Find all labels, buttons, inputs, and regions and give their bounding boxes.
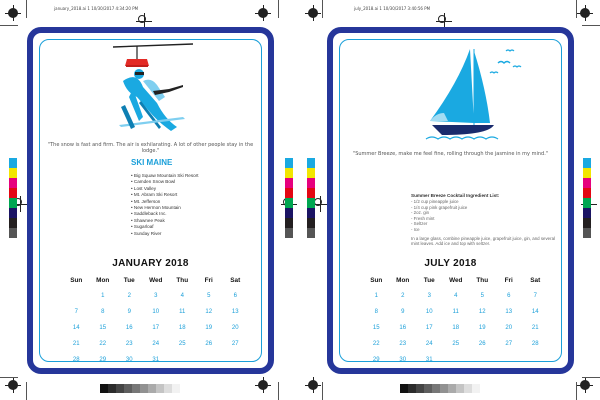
day-cell: 6 — [233, 293, 237, 299]
gray-swatch — [156, 384, 164, 393]
weekday-label: Sun — [70, 276, 83, 284]
color-swatch — [285, 228, 293, 238]
list-item: • Mt. Abram Ski Resort — [131, 192, 178, 198]
sailboat-illustration — [418, 43, 528, 143]
gray-swatch — [464, 384, 472, 393]
gray-swatch — [124, 384, 132, 393]
registration-target — [138, 15, 146, 23]
weekday-label: Sun — [370, 276, 383, 284]
list-item: • Big Squaw Mountain Ski Resort — [131, 173, 199, 178]
day-cell: 27 — [231, 341, 239, 347]
day-cell: 20 — [505, 325, 513, 331]
skier-illustration — [113, 41, 193, 133]
color-swatch — [9, 218, 17, 228]
color-swatch — [307, 188, 315, 198]
weekday-label: Sat — [230, 276, 241, 284]
day-cell: 14 — [72, 325, 80, 331]
day-cell: 28 — [72, 357, 80, 363]
gray-swatch — [148, 384, 156, 393]
crop-mark — [26, 0, 27, 18]
day-cell: 1 — [374, 293, 378, 299]
color-swatch — [285, 188, 293, 198]
left-file-slug: january_2018.ai 1 10/30/2017 4:34:20 PM — [54, 6, 139, 11]
calendar-grid — [363, 272, 549, 368]
gray-swatch — [100, 384, 108, 393]
day-cell: 31 — [152, 357, 160, 363]
color-swatch — [307, 218, 315, 228]
list-item: • Sunday River — [131, 230, 162, 236]
day-cell: 16 — [399, 325, 407, 331]
list-item: • Camden Snow Bowl — [131, 179, 176, 185]
week-row — [63, 288, 249, 304]
day-cell: 21 — [72, 341, 80, 347]
day-cell: 18 — [452, 325, 460, 331]
registration-mark — [258, 380, 268, 390]
day-cell: 21 — [531, 325, 539, 331]
gray-swatch — [164, 384, 172, 393]
weekday-label: Tue — [423, 276, 435, 284]
list-item: • Lost Valley — [131, 185, 157, 191]
gray-swatch — [432, 384, 440, 393]
recipe-instructions: In a large glass, combine pineapple juice, grapefruit juice, gin, and several mint leaves. Add ice and top with seltzer. — [411, 235, 556, 247]
registration-target — [438, 15, 446, 23]
day-cell: 25 — [178, 341, 186, 347]
week-row — [63, 352, 249, 368]
day-cell: 17 — [425, 325, 433, 331]
day-cell: 14 — [531, 309, 539, 315]
list-item: • Saddleback Inc. — [131, 211, 167, 217]
color-swatch — [583, 158, 591, 168]
list-item: - 1/4 cup pink grapefruit juice — [411, 204, 468, 210]
day-cell: 10 — [152, 309, 160, 315]
weekday-label: Sat — [530, 276, 541, 284]
color-swatch — [285, 198, 293, 208]
gray-swatch — [408, 384, 416, 393]
color-swatch — [307, 178, 315, 188]
color-swatch — [285, 178, 293, 188]
day-cell: 9 — [127, 309, 131, 315]
list-item: - Fresh mint — [411, 215, 435, 221]
weekday-header — [363, 272, 549, 288]
registration-mark — [580, 8, 590, 18]
weekday-label: Thu — [476, 276, 489, 284]
calendar-grid — [63, 272, 249, 368]
weekday-label: Tue — [123, 276, 135, 284]
right-file-slug: july_2018.ai 1 10/30/2017 3:40:56 PM — [354, 6, 431, 11]
color-swatch — [583, 218, 591, 228]
list-item: • Sugarloaf — [131, 224, 154, 230]
list-item: - Seltzer — [411, 221, 428, 227]
day-cell: 7 — [74, 309, 78, 315]
color-swatch — [307, 168, 315, 178]
gray-swatch — [456, 384, 464, 393]
gray-swatch — [416, 384, 424, 393]
color-swatch — [307, 208, 315, 218]
day-cell: 4 — [454, 293, 458, 299]
list-item: • Mt. Jefferson — [131, 198, 161, 204]
day-cell: 17 — [152, 325, 160, 331]
weekday-label: Wed — [149, 276, 163, 284]
color-bar-center-left — [285, 158, 293, 238]
registration-mark — [8, 380, 18, 390]
day-cell: 5 — [207, 293, 211, 299]
gray-swatch — [116, 384, 124, 393]
calendar-page-january — [27, 27, 274, 374]
day-cell: 16 — [125, 325, 133, 331]
gray-ramp-right — [400, 384, 480, 393]
day-cell: 11 — [179, 309, 186, 315]
crop-mark — [0, 25, 18, 26]
color-swatch — [9, 158, 17, 168]
color-swatch — [307, 198, 315, 208]
color-swatch — [285, 218, 293, 228]
section-title: SKI MAINE — [131, 158, 173, 167]
day-cell: 2 — [401, 293, 405, 299]
recipe-block — [411, 193, 559, 247]
crop-mark — [322, 382, 323, 400]
day-cell: 24 — [152, 341, 160, 347]
day-cell: 7 — [533, 293, 537, 299]
registration-mark — [258, 8, 268, 18]
day-cell: 30 — [125, 357, 133, 363]
day-cell: 4 — [180, 293, 184, 299]
color-swatch — [583, 178, 591, 188]
day-cell: 3 — [427, 293, 431, 299]
crop-mark — [26, 382, 27, 400]
color-swatch — [307, 228, 315, 238]
week-row — [363, 336, 549, 352]
day-cell: 8 — [101, 309, 105, 315]
day-cell: 30 — [399, 357, 407, 363]
week-row — [363, 304, 549, 320]
day-cell: 19 — [478, 325, 486, 331]
week-row — [63, 336, 249, 352]
calendar-page-july — [327, 27, 574, 374]
day-cell: 12 — [478, 309, 486, 315]
registration-mark — [8, 8, 18, 18]
color-swatch — [9, 228, 17, 238]
color-swatch — [9, 188, 17, 198]
crop-mark — [0, 377, 18, 378]
gray-ramp-left — [100, 384, 180, 393]
color-swatch — [307, 158, 315, 168]
list-item: - 2oz. gin — [411, 210, 430, 216]
color-bar-left — [9, 158, 17, 238]
weekday-label: Mon — [96, 276, 110, 284]
gray-swatch — [448, 384, 456, 393]
list-item: • Shawnee Peak — [131, 217, 165, 223]
day-cell: 9 — [401, 309, 405, 315]
crop-mark — [278, 0, 279, 18]
color-swatch — [583, 198, 591, 208]
resort-list — [131, 173, 198, 237]
weekday-label: Fri — [504, 276, 513, 284]
list-item: - 1/2 cup pineapple juice — [411, 199, 459, 204]
gray-swatch — [400, 384, 408, 393]
month-title: JULY 2018 — [424, 258, 477, 269]
day-cell: 18 — [178, 325, 186, 331]
gray-swatch — [108, 384, 116, 393]
crop-mark — [582, 377, 600, 378]
color-swatch — [285, 168, 293, 178]
day-cell: 15 — [372, 325, 380, 331]
day-cell: 6 — [507, 293, 511, 299]
registration-mark — [308, 380, 318, 390]
day-cell: 10 — [425, 309, 433, 315]
gray-swatch — [132, 384, 140, 393]
day-cell: 2 — [127, 293, 131, 299]
day-cell: 15 — [99, 325, 107, 331]
day-cell: 23 — [399, 341, 407, 347]
day-cell: 28 — [531, 341, 539, 347]
week-row — [363, 352, 549, 368]
weekday-label: Wed — [449, 276, 463, 284]
day-cell: 20 — [231, 325, 239, 331]
day-cell: 3 — [154, 293, 158, 299]
registration-target — [314, 198, 322, 206]
crop-mark — [576, 382, 577, 400]
day-cell: 27 — [505, 341, 513, 347]
color-swatch — [9, 168, 17, 178]
gray-swatch — [440, 384, 448, 393]
color-swatch — [9, 208, 17, 218]
registration-mark — [308, 8, 318, 18]
crop-mark — [576, 0, 577, 18]
day-cell: 26 — [478, 341, 486, 347]
color-swatch — [9, 198, 17, 208]
day-cell: 23 — [125, 341, 133, 347]
day-cell: 19 — [205, 325, 213, 331]
ingredient-list — [411, 199, 559, 233]
day-cell: 1 — [101, 293, 105, 299]
page-quote: "Summer Breeze, make me feel fine, rolling through the jasmine in my mind." — [352, 151, 549, 157]
week-row — [363, 288, 549, 304]
day-cell: 13 — [231, 309, 239, 315]
week-row — [63, 304, 249, 320]
color-swatch — [583, 168, 591, 178]
day-cell: 25 — [452, 341, 460, 347]
color-swatch — [285, 208, 293, 218]
gray-swatch — [172, 384, 180, 393]
day-cell: 11 — [452, 309, 459, 315]
month-title: JANUARY 2018 — [112, 258, 189, 269]
registration-mark — [580, 380, 590, 390]
weekday-label: Mon — [396, 276, 410, 284]
color-bar-center-right — [307, 158, 315, 238]
crop-mark — [278, 382, 279, 400]
day-cell: 13 — [505, 309, 513, 315]
color-swatch — [583, 208, 591, 218]
color-swatch — [285, 158, 293, 168]
color-swatch — [9, 178, 17, 188]
day-cell: 29 — [99, 357, 107, 363]
gray-swatch — [424, 384, 432, 393]
day-cell: 8 — [374, 309, 378, 315]
color-swatch — [583, 188, 591, 198]
day-cell: 5 — [480, 293, 484, 299]
day-cell: 26 — [205, 341, 213, 347]
color-bar-right — [583, 158, 591, 238]
list-item: • New Hermon Mountain — [131, 205, 181, 211]
recipe-title: Summer Breeze Cocktail Ingredient List: — [411, 193, 500, 198]
week-row — [63, 320, 249, 336]
page-quote: "The snow is fast and firm. The air is exhilarating. A lot of other people stay in the lodge." — [47, 142, 254, 154]
weekday-header — [63, 272, 249, 288]
week-row — [363, 320, 549, 336]
day-cell: 12 — [205, 309, 213, 315]
color-swatch — [583, 228, 591, 238]
gray-swatch — [472, 384, 480, 393]
day-cell: 24 — [425, 341, 433, 347]
weekday-label: Thu — [176, 276, 189, 284]
day-cell: 31 — [425, 357, 433, 363]
crop-mark — [322, 0, 323, 18]
day-cell: 29 — [372, 357, 380, 363]
weekday-label: Fri — [204, 276, 213, 284]
list-item: - Ice — [411, 226, 420, 232]
day-cell: 22 — [372, 341, 380, 347]
gray-swatch — [140, 384, 148, 393]
day-cell: 22 — [99, 341, 107, 347]
crop-mark — [582, 25, 600, 26]
